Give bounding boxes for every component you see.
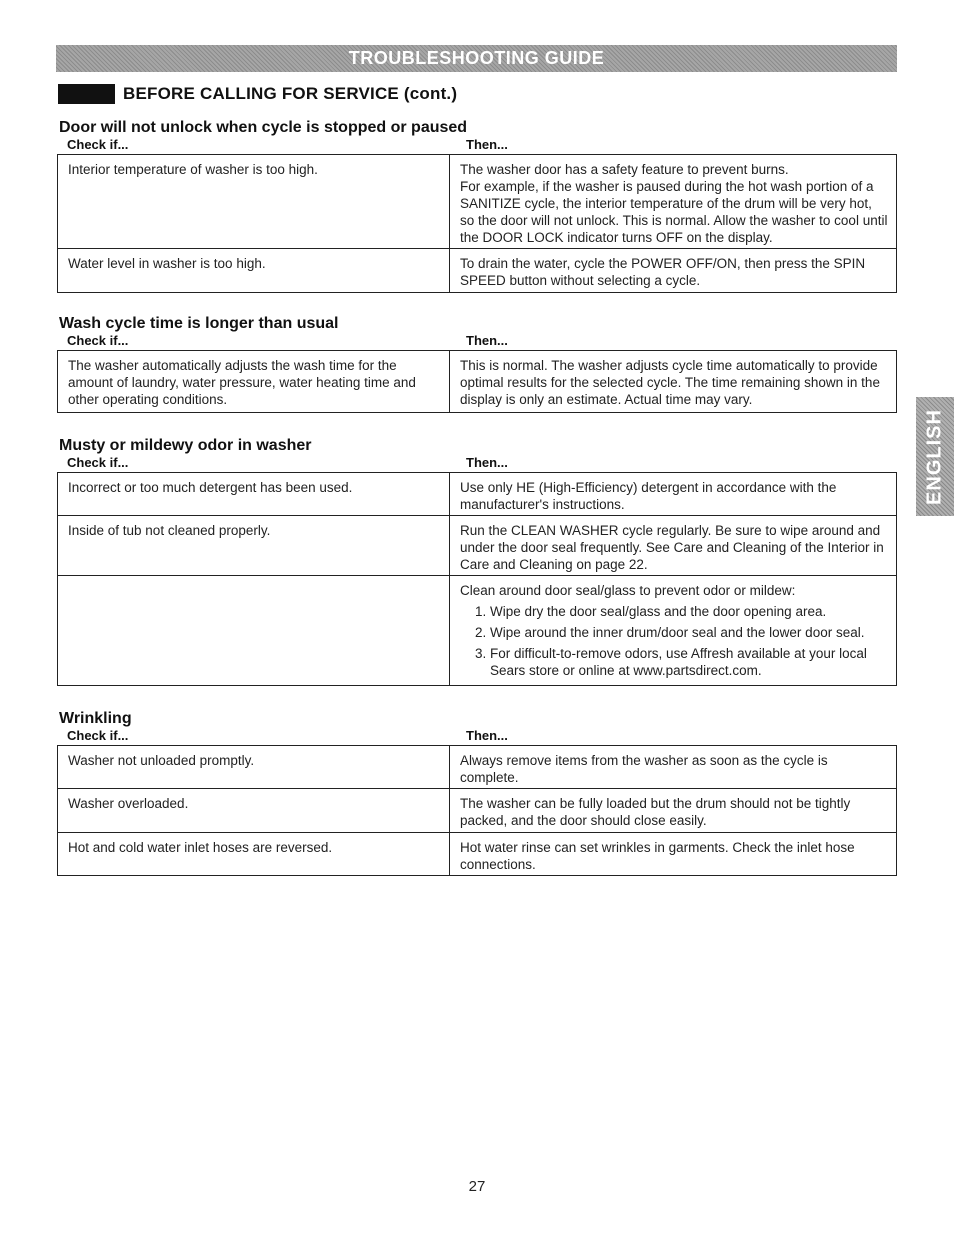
group-title: Wrinkling <box>59 710 132 727</box>
step-item: 1. Wipe dry the door seal/glass and the door opening area. <box>490 603 888 620</box>
column-headers <box>57 137 897 154</box>
check-cell <box>58 576 450 686</box>
then-cell: This is normal. The washer adjusts cycle time automatically to provide optimal results for the selected cycle. The time remaining shown in the display is only an estimate. Actual time may vary. <box>450 351 897 413</box>
then-intro: Clean around door seal/glass to prevent odor or mildew: <box>460 583 796 598</box>
then-header: Then... <box>466 728 508 743</box>
table-row <box>58 833 897 876</box>
table-row <box>58 351 897 413</box>
then-cell: Always remove items from the washer as soon as the cycle is complete. <box>450 746 897 789</box>
steps-list <box>460 603 888 679</box>
group-title: Door will not unlock when cycle is stopped or paused <box>59 119 468 136</box>
then-line: For example, if the washer is paused during the hot wash portion of a SANITIZE cycle, the interior temperature of the drum will be very hot, so the door will not unlock. This is normal. Allow the washer to cool until the DOOR LOCK indicator turns OFF on the display. <box>460 179 888 245</box>
table-row <box>58 789 897 833</box>
step-item: 3. For difficult-to-remove odors, use Affresh available at your local Sears store or online at www.partsdirect.com. <box>490 645 888 679</box>
step-item: 2. Wipe around the inner drum/door seal and the lower door seal. <box>490 624 888 641</box>
group-door-unlock <box>57 119 897 293</box>
table-row <box>58 155 897 249</box>
section-title: BEFORE CALLING FOR SERVICE (cont.) <box>123 84 458 103</box>
table-row <box>58 516 897 576</box>
then-cell: Run the CLEAN WASHER cycle regularly. Be sure to wipe around and under the door seal frequently. See Care and Cleaning of the Interior in Care and Cleaning on page 22. <box>450 516 897 576</box>
then-header: Then... <box>466 137 508 152</box>
table-row <box>58 746 897 789</box>
group-musty-odor <box>57 437 897 686</box>
then-cell: Hot water rinse can set wrinkles in garments. Check the inlet hose connections. <box>450 833 897 876</box>
page-number: 27 <box>468 1178 486 1195</box>
check-cell: Washer not unloaded promptly. <box>58 746 450 789</box>
section-header <box>58 84 457 104</box>
check-cell: Washer overloaded. <box>58 789 450 833</box>
language-side-tab <box>916 397 954 516</box>
then-cell: To drain the water, cycle the POWER OFF/ON, then press the SPIN SPEED button without selecting a cycle. <box>450 249 897 293</box>
side-tab-label: ENGLISH <box>923 408 946 505</box>
troubleshooting-table <box>57 745 897 876</box>
table-row <box>58 576 897 686</box>
check-cell: Water level in washer is too high. <box>58 249 450 293</box>
column-headers <box>57 455 897 472</box>
group-wrinkling <box>57 710 897 876</box>
group-wash-cycle-time <box>57 315 897 413</box>
then-cell: The washer can be fully loaded but the drum should not be tightly packed, and the door should close easily. <box>450 789 897 833</box>
troubleshooting-table <box>57 350 897 413</box>
check-if-header: Check if... <box>67 728 129 743</box>
section-header-bar <box>58 84 115 104</box>
then-line: The washer door has a safety feature to prevent burns. <box>460 162 789 177</box>
check-cell: The washer automatically adjusts the wash time for the amount of laundry, water pressure, water heating time and other operating conditions. <box>58 351 450 413</box>
check-if-header: Check if... <box>67 137 129 152</box>
troubleshooting-table <box>57 472 897 686</box>
then-cell: Use only HE (High-Efficiency) detergent in accordance with the manufacturer's instructions. <box>450 473 897 516</box>
check-if-header: Check if... <box>67 333 129 348</box>
check-cell: Inside of tub not cleaned properly. <box>58 516 450 576</box>
column-headers <box>57 728 897 745</box>
troubleshooting-guide-banner: TROUBLESHOOTING GUIDE <box>56 45 897 72</box>
then-cell <box>450 155 897 249</box>
check-cell: Hot and cold water inlet hoses are reversed. <box>58 833 450 876</box>
check-cell: Interior temperature of washer is too high. <box>58 155 450 249</box>
check-if-header: Check if... <box>67 455 129 470</box>
group-title: Musty or mildewy odor in washer <box>59 437 312 454</box>
troubleshooting-table <box>57 154 897 293</box>
then-header: Then... <box>466 333 508 348</box>
table-row <box>58 473 897 516</box>
then-cell <box>450 576 897 686</box>
table-row <box>58 249 897 293</box>
group-title: Wash cycle time is longer than usual <box>59 315 339 332</box>
check-cell: Incorrect or too much detergent has been used. <box>58 473 450 516</box>
then-header: Then... <box>466 455 508 470</box>
column-headers <box>57 333 897 350</box>
